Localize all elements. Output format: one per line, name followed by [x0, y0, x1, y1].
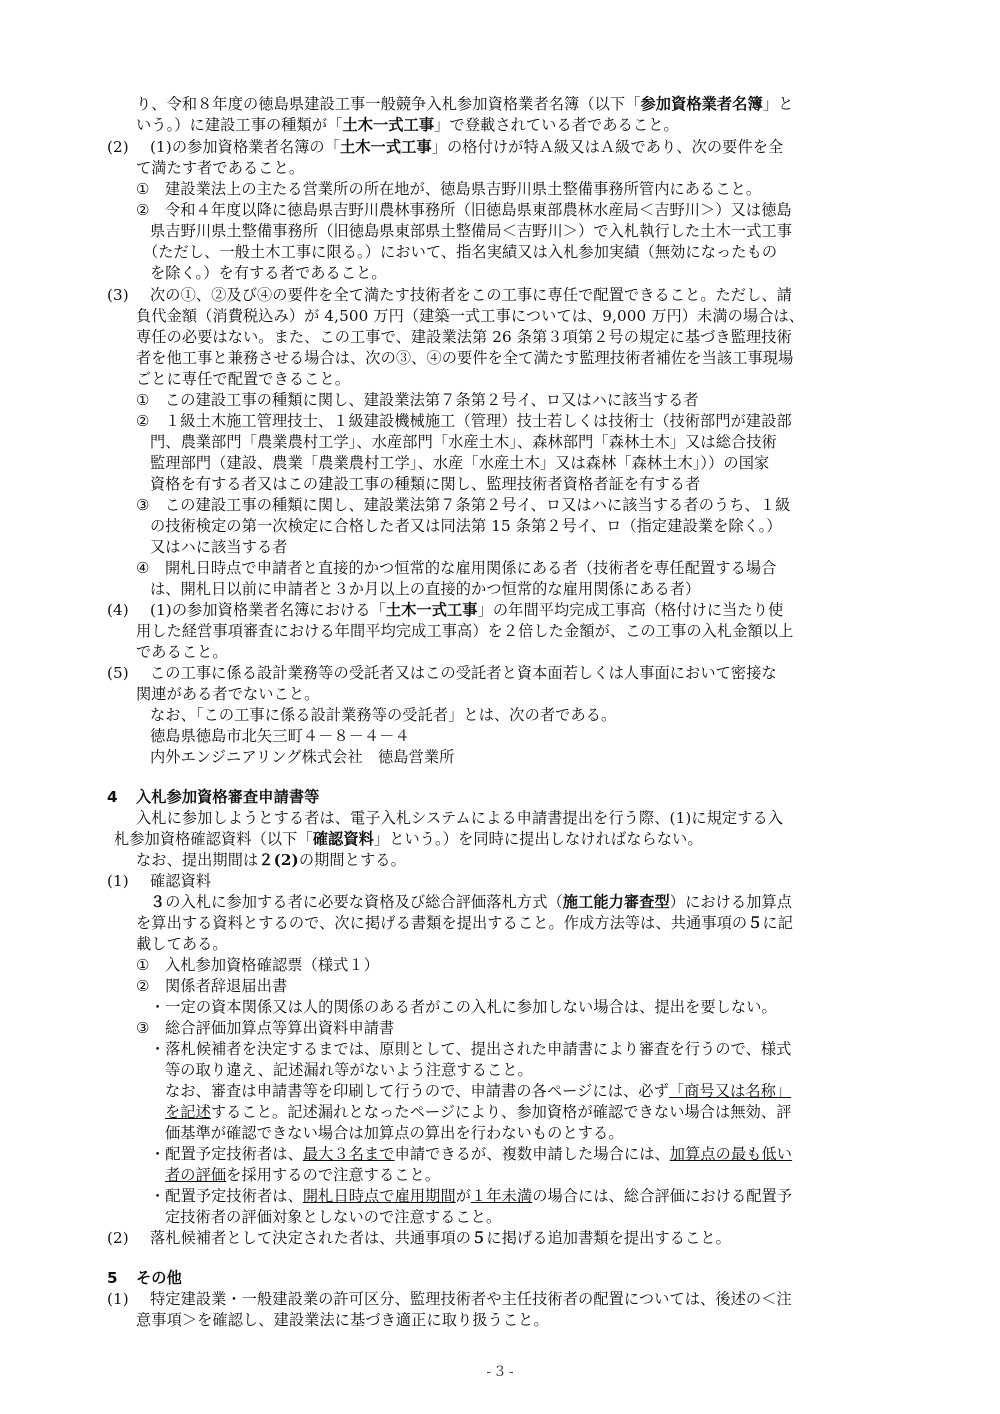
sec4-s1-line-1: ３の入札に参加する者に必要な資格及び総合評価落札方式（施工能力審査型）における加算点 — [150, 893, 793, 911]
item5-number: (5) — [107, 664, 129, 682]
item3-line-3: 専任の必要はない。また、この工事で、建設業法第 26 条第３項第２号の規定に基づき監理技術 — [136, 328, 792, 346]
item3-c4-line-1: 開札日時点で申請者と直接的かつ恒常的な雇用関係にある者（技術者を専任配置する場合 — [165, 559, 777, 577]
item5-line-3: なお、「この工事に係る設計業務等の受託者」とは、次の者である。 — [150, 706, 617, 724]
sec5-title: その他 — [136, 1269, 182, 1287]
item3-c3-line-1: この建設工事の種類に関し、建設業法第７条第２号イ、ロ又はハに該当する者のうち、１級 — [165, 496, 791, 514]
sec5-s1-line-2: 意事項＞を確認し、建設業法に基づき適正に取り扱うこと。 — [136, 1311, 549, 1329]
item3-c2-mark: ② — [136, 412, 150, 430]
sec5-number: 5 — [107, 1269, 118, 1287]
sec4-s2-number: (2) — [107, 1229, 129, 1247]
item3-c3-line-2: の技術検定の第一次検定に合格した者又は同法第 15 条第２号イ、ロ（指定建設業を除く。） — [150, 517, 782, 535]
doc1-text: 入札参加資格確認票（様式１） — [165, 956, 380, 974]
sec4-s1-number: (1) — [107, 872, 129, 890]
sec4-number: 4 — [107, 788, 118, 806]
item3-c2-line-4: 資格を有する者又はこの建設工事の種類に関し、監理技術者資格者証を有する者 — [150, 475, 701, 493]
page-number: - 3 - — [486, 1364, 514, 1380]
doc3-bullet-1-line-5: 価基準が確認できない場合は加算点の算出を行わないものとする。 — [165, 1124, 624, 1142]
sec4-s1-title: 確認資料 — [150, 872, 212, 890]
item3-line-5: ごとに専任で配置できること。 — [136, 370, 351, 388]
sec4-p1-line-1: 入札に参加しようとする者は、電子入札システムによる申請書提出を行う際、(1)に規定する入 — [136, 809, 784, 827]
doc2-text: 関係者辞退届出書 — [165, 977, 288, 995]
sec4-title: 入札参加資格審査申請書等 — [136, 788, 320, 806]
item3-line-1: 次の①、②及び④の要件を全て満たす技術者をこの工事に専任で配置できること。ただし、請 — [150, 286, 793, 304]
item3-c3-mark: ③ — [136, 496, 150, 514]
item5-address: 徳島県徳島市北矢三町４－８－４－４ — [150, 727, 410, 745]
item3-c2-line-1: １級土木施工管理技士、１級建設機械施工（管理）技士若しくは技術士（技術部門が建設部 — [165, 412, 792, 430]
item3-c4-mark: ④ — [136, 559, 150, 577]
item3-number: (3) — [107, 286, 129, 304]
doc3-bullet-2-line-2: 者の評価を採用するので注意すること。 — [165, 1166, 441, 1184]
doc3-bullet-3-line-1: ・配置予定技術者は、開札日時点で雇用期間が１年未満の場合には、総合評価における配置予 — [150, 1187, 793, 1205]
item2-line-2: て満たす者であること。 — [136, 159, 305, 177]
doc3-bullet-1-line-1: ・落札候補者を決定するまでは、原則として、提出された申請書により審査を行うので、様式 — [150, 1040, 792, 1058]
item2-number: (2) — [107, 138, 129, 156]
item4-number: (4) — [107, 601, 129, 619]
item2-c1-text: 建設業法上の主たる営業所の所在地が、徳島県吉野川県土整備事務所管内にあること。 — [165, 180, 762, 198]
item3-line-2: 負代金額（消費税込み）が 4,500 万円（建築一式工事については、9,000 万円）未満の場合は、 — [136, 307, 805, 325]
sec4-s1-line-2: を算出する資料とするので、次に掲げる書類を提出すること。作成方法等は、共通事項の５に記 — [136, 914, 794, 932]
doc3-mark: ③ — [136, 1019, 150, 1037]
item4-line-1: (1)の参加資格業者名簿における「土木一式工事」の年間平均完成工事高（格付けに当たり使 — [150, 601, 784, 619]
doc3-bullet-2-line-1: ・配置予定技術者は、最大３名まで申請できるが、複数申請した場合には、加算点の最も低い — [150, 1145, 793, 1163]
item3-c2-line-3: 監理部門（建設、農業「農業農村工学」、水産「水産土木」又は森林「森林土木」））の国家 — [150, 454, 770, 472]
doc3-bullet-1-line-4: を記述すること。記述漏れとなったページにより、参加資格が確認できない場合は無効、評 — [165, 1103, 792, 1121]
sec5-s1-number: (1) — [107, 1290, 129, 1308]
item3-c4-line-2: は、開札日以前に申請者と３か月以上の直接的かつ恒常的な雇用関係にある者） — [150, 580, 701, 598]
item2-c2-line-4: を除く。）を有する者であること。 — [150, 264, 387, 282]
item2-c2-mark: ② — [136, 201, 150, 219]
item3-line-4: 者を他工事と兼務させる場合は、次の③、④の要件を全て満たす監理技術者補佐を当該工事現場 — [136, 349, 794, 367]
item2-c2-line-3: （ただし、一般土木工事に限る。）において、指名実績又は入札参加実績（無効になったもの — [143, 243, 778, 261]
doc2-mark: ② — [136, 977, 150, 995]
doc3-bullet-1-line-3: なお、審査は申請書等を印刷して行うので、申請書の各ページには、必ず「商号又は名称」 — [165, 1082, 792, 1100]
item5-company: 内外エンジニアリング株式会社 徳島営業所 — [150, 748, 455, 766]
item3-c1-text: この建設工事の種類に関し、建設業法第７条第２号イ、ロ又はハに該当する者 — [165, 391, 699, 409]
doc2-bullet-1: ・一定の資本関係又は人的関係のある者がこの入札に参加しない場合は、提出を要しない。 — [150, 998, 777, 1016]
item3-c2-line-2: 門、農業部門「農業農村工学」、水産部門「水産土木」、森林部門「森林土木」又は総合技術 — [150, 433, 777, 451]
item2-c1-mark: ① — [136, 180, 150, 198]
item2-c2-line-1: 令和４年度以降に徳島県吉野川農林事務所（旧徳島県東部農林水産局＜吉野川＞）又は徳島 — [165, 201, 792, 219]
doc3-bullet-3-line-2: 定技術者の評価対象としないので注意すること。 — [165, 1208, 502, 1226]
doc3-text: 総合評価加算点等算出資料申請書 — [165, 1019, 395, 1037]
sec3-line-1: り、令和８年度の徳島県建設工事一般競争入札参加資格業者名簿（以下「参加資格業者名簿」と — [136, 95, 794, 113]
item3-c3-line-3: 又はハに該当する者 — [150, 538, 288, 556]
item4-line-2: 用した経営事項審査における年間平均完成工事高）を２倍した金額が、この工事の入札金額以上 — [136, 622, 794, 640]
item5-line-2: 関連がある者でないこと。 — [136, 685, 320, 703]
sec4-s1-line-3: 載してある。 — [136, 935, 228, 953]
item2-c2-line-2: 県吉野川県土整備事務所（旧徳島県東部県土整備局＜吉野川＞）で入札執行した土木一式工事 — [150, 222, 793, 240]
doc3-bullet-1-line-2: 等の取り違え、記述漏れ等がないよう注意すること。 — [165, 1061, 533, 1079]
item4-line-3: であること。 — [136, 643, 228, 661]
item3-c1-mark: ① — [136, 391, 150, 409]
item2-line-1: (1)の参加資格業者名簿の「土木一式工事」の格付けが特Ａ級又はＡ級であり、次の要件を全 — [150, 138, 784, 156]
sec3-line-2: いう。）に建設工事の種類が「土木一式工事」で登載されている者であること。 — [136, 116, 679, 134]
sec4-s2-text: 落札候補者として決定された者は、共通事項の５に掲げる追加書類を提出すること。 — [150, 1229, 731, 1247]
sec5-s1-line-1: 特定建設業・一般建設業の許可区分、監理技術者や主任技術者の配置については、後述の＜注 — [150, 1290, 792, 1308]
item5-line-1: この工事に係る設計業務等の受託者又はこの受託者と資本面若しくは人事面において密接な — [150, 664, 777, 682]
sec4-p2: なお、提出期間は２(2)の期間とする。 — [136, 851, 406, 869]
doc1-mark: ① — [136, 956, 150, 974]
sec4-p1-line-2: 札参加資格確認資料（以下「確認資料」という。）を同時に提出しなければならない。 — [114, 830, 703, 848]
